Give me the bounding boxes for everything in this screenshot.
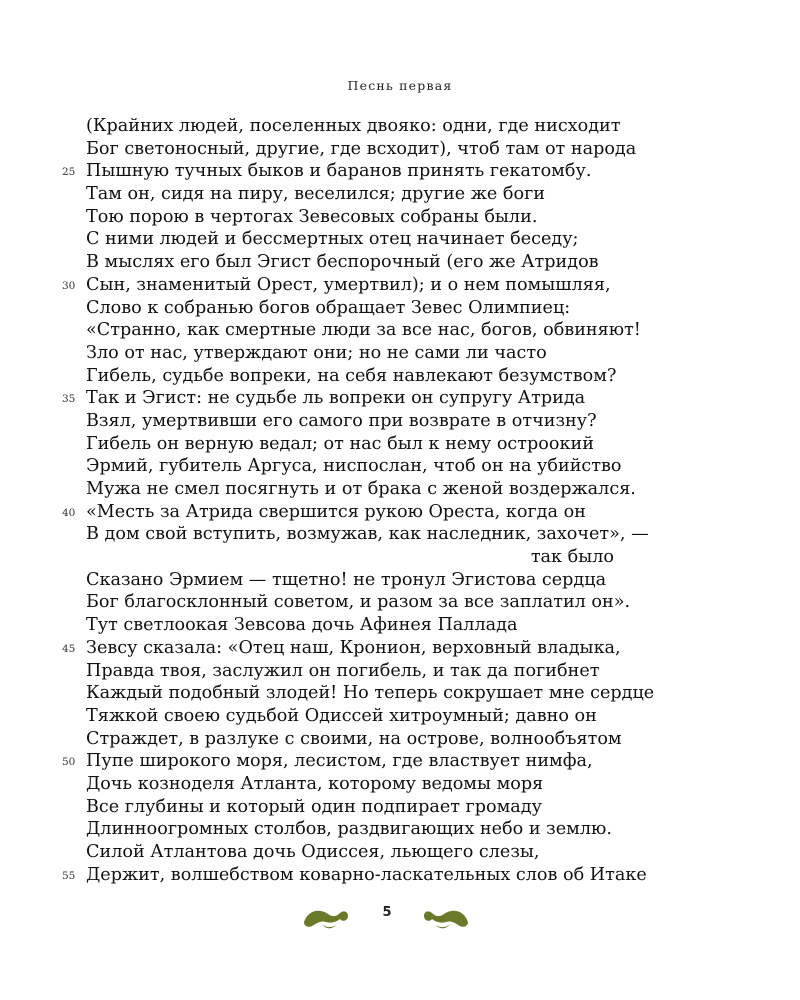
verse-line [86,455,726,478]
verse-text: Зло от нас, утверждают они; но не сами ли часто [86,342,547,363]
verse-line [86,410,726,433]
running-header: Песнь первая [347,78,453,93]
verse-line [62,387,726,410]
verse-line [86,183,726,206]
verse-text: Держит, волшебством коварно-ласкательных слов об Итаке [86,864,647,885]
verse-line [86,138,726,161]
verse-text: Гибель он верную ведал; от нас был к нему остроокий [86,433,594,454]
verse-text: Тою порою в чертогах Зевесовых собраны были. [86,206,538,227]
verse-text: Тяжкой своею судьбой Одиссей хитроумный; давно он [86,705,597,726]
verse-text: Сказано Эрмием — тщетно! не тронул Эгистова сердца [86,569,607,590]
page-footer [0,902,800,932]
verse-line [86,228,726,251]
verse-text: Тут светлоокая Зевсова дочь Афинея Паллада [86,615,518,636]
verse-text: В мыслях его был Эгист беспорочный (его же Атридов [86,252,599,273]
verse-line [86,660,726,683]
verse-line [86,433,726,456]
verse-line [86,728,726,751]
verse-text: Гибель, судьбе вопреки, на себя навлекают безумством? [86,365,617,386]
line-number: 45 [62,642,76,655]
verse-line [86,818,726,841]
verse-text: Сын, знаменитый Орест, умертвил); и о нем помышляя, [86,274,611,295]
verse-text: Пупе широкого моря, лесистом, где властвует нимфа, [86,751,593,772]
verse-line [86,614,726,637]
verse-text: Длинноогромных столбов, раздвигающих небо и землю. [86,819,612,840]
line-number: 25 [62,166,76,179]
verse-line [86,206,726,229]
verse-line [62,501,726,524]
verse-line [62,637,726,660]
page-number: 5 [382,905,392,920]
verse-text: Каждый подобный злодей! Но теперь сокрушает мне сердце [86,683,655,704]
verse-text: С ними людей и бессмертных отец начинает беседу; [86,229,579,250]
verse-line [86,569,726,592]
line-number: 55 [62,869,76,882]
verse-text: Так и Эгист: не судьбе ль вопреки он супругу Атрида [86,388,586,409]
line-number: 35 [62,393,76,406]
verse-line [86,478,726,501]
verse-line [86,796,726,819]
line-number: 40 [62,506,76,519]
verse-text: В дом свой вступить, возмужав, как наследник, захочет», — [86,524,649,545]
verse-line [86,297,726,320]
verse-text: Дочь козноделя Атланта, которому ведомы моря [86,773,544,794]
line-number: 30 [62,279,76,292]
verse-line [86,251,726,274]
verse-text: Взял, умертвивши его самого при возврате в отчизну? [86,410,597,431]
verse-line [86,365,726,388]
verse-text: Правда твоя, заслужил он погибель, и так да погибнет [86,660,600,681]
verse-line-continuation [86,546,726,569]
right-ornament-icon [422,904,470,930]
verse-text: так было [530,547,614,568]
verse-line [62,864,726,887]
left-ornament-icon [302,904,350,930]
verse-line [86,342,726,365]
verse-text: Эрмий, губитель Аргуса, ниспослан, чтоб он на убийство [86,456,622,477]
poem-text [62,115,726,886]
verse-line [86,682,726,705]
verse-text: «Месть за Атрида свершится рукою Ореста, когда он [86,501,586,522]
verse-line [86,705,726,728]
verse-text: «Странно, как смертные люди за все нас, богов, обвиняют! [86,320,641,341]
verse-text: Бог благосклонный советом, и разом за все заплатил он». [86,592,631,613]
verse-line [62,274,726,297]
verse-line [86,841,726,864]
verse-line [62,750,726,773]
verse-line [62,160,726,183]
verse-line [86,115,726,138]
verse-text: Все глубины и который один подпирает громаду [86,796,542,817]
verse-line [86,773,726,796]
verse-line [86,523,726,546]
verse-text: Силой Атлантова дочь Одиссея, льющего слезы, [86,842,540,862]
verse-line [86,319,726,342]
verse-text: Там он, сидя на пиру, веселился; другие же боги [86,184,546,205]
verse-text: Мужа не смел посягнуть и от брака с женой воздержался. [86,479,636,499]
verse-text: (Крайних людей, поселенных двояко: одни, где нисходит [86,116,621,136]
verse-text: Бог светоносный, другие, где всходит), чтоб там от народа [86,138,637,159]
verse-text: Страждет, в разлуке с своими, на острове, волнообъятом [86,728,622,749]
verse-text: Зевсу сказала: «Отец наш, Кронион, верховный владыка, [86,637,621,658]
line-number: 50 [62,756,76,769]
verse-text: Пышную тучных быков и баранов принять гекатомбу. [86,161,592,182]
verse-line [86,591,726,614]
verse-text: Слово к собранью богов обращает Зевес Олимпиец: [86,297,571,318]
